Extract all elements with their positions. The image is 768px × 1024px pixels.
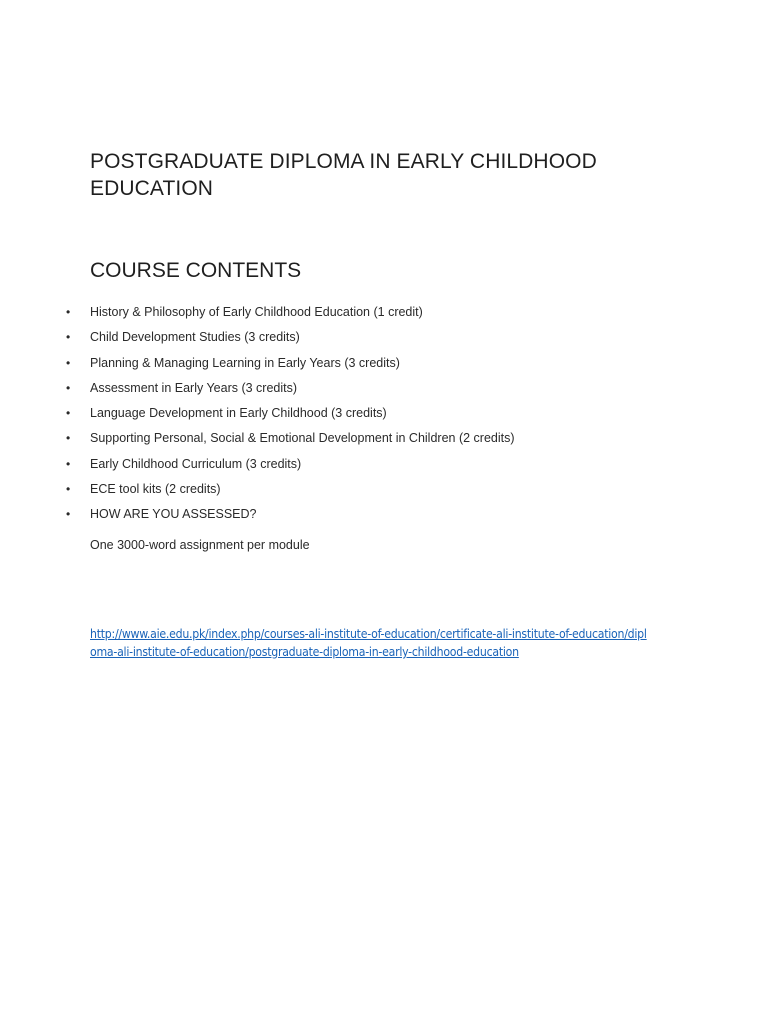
bullet-icon: • bbox=[66, 456, 71, 471]
assessment-note: One 3000-word assignment per module bbox=[90, 538, 310, 552]
list-item bbox=[0, 502, 768, 527]
list-item bbox=[0, 325, 768, 350]
bullet-icon: • bbox=[66, 482, 71, 497]
list-item bbox=[0, 300, 768, 325]
list-item bbox=[0, 376, 768, 401]
list-item bbox=[0, 351, 768, 376]
list-item-text: Early Childhood Curriculum (3 credits) bbox=[90, 456, 302, 471]
document-title: POSTGRADUATE DIPLOMA IN EARLY CHILDHOOD EDUCATION bbox=[90, 150, 597, 200]
list-item-text: Language Development in Early Childhood (3 credits) bbox=[90, 406, 387, 421]
list-item-text: History & Philosophy of Early Childhood Education (1 credit) bbox=[90, 305, 423, 319]
bullet-icon: • bbox=[66, 305, 71, 319]
list-item-text: Planning & Managing Learning in Early Years (3 credits) bbox=[90, 355, 400, 370]
list-item-text: Child Development Studies (3 credits) bbox=[90, 330, 300, 345]
bullet-icon: • bbox=[66, 431, 71, 446]
list-item-text: Assessment in Early Years (3 credits) bbox=[90, 380, 298, 395]
bullet-icon: • bbox=[66, 330, 71, 345]
list-item bbox=[0, 452, 768, 477]
source-link[interactable]: http://www.aie.edu.pk/index.php/courses-ali-institute-of-education/certificate-ali-institute-of-education/diploma-ali-institute-of-education/postgraduate-diploma-in-early-childhood-education bbox=[90, 627, 647, 659]
section-heading-course-contents: COURSE CONTENTS bbox=[90, 259, 302, 282]
list-item-text: Supporting Personal, Social & Emotional Development in Children (2 credits) bbox=[90, 431, 515, 446]
course-contents-list bbox=[0, 300, 768, 528]
list-item bbox=[0, 477, 768, 502]
bullet-icon: • bbox=[66, 406, 71, 421]
bullet-icon: • bbox=[66, 507, 71, 522]
bullet-icon: • bbox=[66, 355, 71, 370]
list-item bbox=[0, 426, 768, 451]
list-item-text: ECE tool kits (2 credits) bbox=[90, 482, 221, 497]
list-item-text: HOW ARE YOU ASSESSED? bbox=[90, 507, 257, 522]
list-item bbox=[0, 401, 768, 426]
bullet-icon: • bbox=[66, 380, 71, 395]
